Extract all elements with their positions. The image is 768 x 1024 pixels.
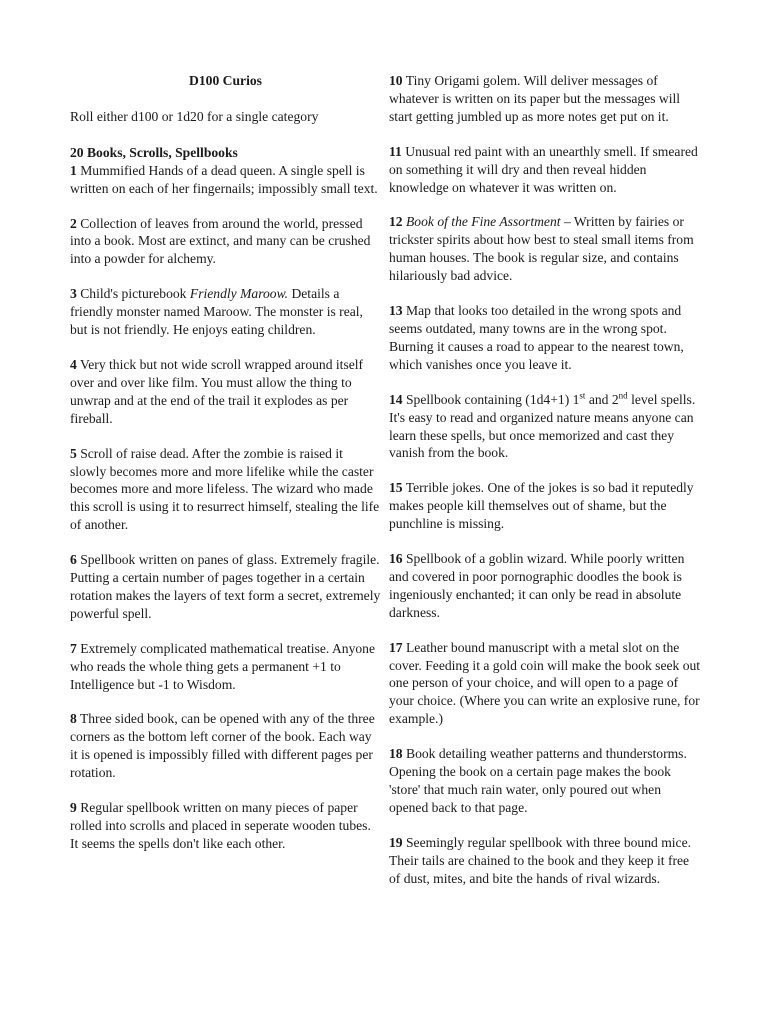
entry-number: 10 (389, 73, 403, 88)
entry-4 (70, 356, 381, 428)
entry-text: Spellbook containing (1d4+1) 1 (406, 391, 580, 407)
entry-9 (70, 799, 381, 853)
document-title: D100 Curios (189, 73, 262, 88)
entry-text: Mummified Hands of a dead queen. A single spell is written on each of her fingernails; impossibly small text. (70, 162, 378, 196)
entry-text: Extremely complicated mathematical treatise. Anyone who reads the whole thing gets a permanent +1 to Intelligence but -1 to Wisdom. (70, 640, 375, 692)
document-subtitle: Roll either d100 or 1d20 for a single category (70, 108, 319, 124)
entry-number: 6 (70, 552, 77, 568)
right-column (389, 72, 701, 905)
entry-8 (70, 710, 381, 782)
entry-number: 7 (70, 640, 77, 656)
entry-2 (70, 215, 381, 269)
entry-14 (389, 391, 701, 463)
entry-text: Seemingly regular spellbook with three bound mice. Their tails are chained to the book and they keep it free of dust, mites, and bite the hands of rival wizards. (389, 834, 692, 886)
entry-number: 18 (389, 746, 403, 762)
entry-text: Scroll of raise dead. After the zombie is raised it slowly becomes more and more lifelike while the caster becomes more and more lifeless. The wizard who made this scroll is using it to resurrect himself, stealing the life of another. (70, 445, 380, 533)
entry-number: 9 (70, 800, 77, 816)
entry-1 (70, 162, 381, 198)
entry-text-continued: Details a friendly monster named Maroow. The monster is real, but is not friendly. He enjoys eating children. (70, 286, 363, 338)
entry-text: Three sided book, can be opened with any of the three corners as the bottom left corner of the book. Each way it is opened is impossibly filled with different pages per rotation. (70, 711, 375, 781)
entry-18 (389, 745, 701, 817)
entry-7 (70, 640, 381, 694)
entry-6 (70, 551, 381, 623)
entry-number: 8 (70, 711, 77, 727)
entry-13 (389, 302, 701, 374)
entry-15 (389, 479, 701, 533)
entry-number: 5 (70, 445, 77, 461)
ordinal-superscript: st (579, 390, 586, 401)
entry-text: Leather bound manuscript with a metal slot on the cover. Feeding it a gold coin will make the book seek out one person of your choice, and will open to a page of your choice. (Where you can write an explosive rune, for example.) (389, 639, 701, 727)
entry-number: 13 (389, 303, 403, 319)
entry-11 (389, 143, 701, 197)
entry-number: 12 (389, 214, 403, 230)
category-heading: 20 Books, Scrolls, Spellbooks (70, 144, 238, 160)
entry-text: Very thick but not wide scroll wrapped around itself over and over like film. You must allow the thing to unwrap and at the end of the trail it explodes as per fireball. (70, 356, 364, 426)
entry-text: Regular spellbook written on many pieces of paper rolled into scrolls and placed in seperate wooden tubes. It seems the spells don't like each other. (70, 800, 371, 851)
entry-text-continued: and 2 (585, 391, 619, 407)
entry-19 (389, 834, 701, 888)
ordinal-superscript: nd (618, 390, 628, 401)
entry-text: Unusual red paint with an unearthly smell. If smeared on something it will dry and then reveal hidden knowledge on whatever it was written on. (389, 143, 698, 195)
entry-text: Map that looks too detailed in the wrong spots and seems outdated, many towns are in the wrong spot. Burning it causes a road to appear to the nearest town, which vanishes once you leave it. (389, 303, 684, 372)
entry-number: 2 (70, 215, 77, 231)
entry-number: 17 (389, 639, 403, 655)
left-column (70, 72, 381, 870)
entry-text: Collection of leaves from around the world, pressed into a book. Most are extinct, and many can be crushed into a powder for alchemy. (70, 215, 371, 267)
entry-16 (389, 550, 701, 622)
entry-text: Tiny Origami golem. Will deliver messages of whatever is written on its paper but the messages will start getting jumbled up as more notes get put on it. (389, 73, 681, 124)
entry-number: 3 (70, 286, 77, 302)
entry-10 (389, 72, 701, 126)
entry-number: 4 (70, 356, 77, 372)
book-title-italic: Friendly Maroow. (189, 286, 289, 302)
entry-number: 15 (389, 480, 403, 496)
entry-17 (389, 639, 701, 729)
entry-12 (389, 213, 701, 285)
entry-text: Child's picturebook (80, 286, 190, 302)
entry-number: 11 (389, 143, 402, 159)
entry-3 (70, 285, 381, 339)
entry-number: 16 (389, 551, 403, 567)
entry-5 (70, 445, 381, 535)
entry-text: Spellbook written on panes of glass. Extremely fragile. Putting a certain number of pages together in a certain rotation makes the layers of text form a secret, extremely powerful spell. (70, 552, 381, 621)
entry-text: Terrible jokes. One of the jokes is so bad it reputedly makes people kill themselves out of shame, but the punchline is missing. (389, 480, 694, 532)
entry-number: 1 (70, 162, 77, 178)
entry-number: 14 (389, 391, 403, 407)
entry-text-continued: – Written by fairies or trickster spirits about how best to steal small items from human houses. The book is regular size, and contains hilariously bad advice. (389, 214, 694, 284)
book-title-italic: Book of the Fine Assortment (406, 214, 561, 230)
entry-text: Book detailing weather patterns and thunderstorms. Opening the book on a certain page makes the book 'store' that much rain water, only poured out when opened back to that page. (389, 746, 687, 815)
entry-text-continued: level spells. It's easy to read and organized nature means anyone can learn these spells, but once memorized and cast they vanish from the book. (389, 391, 696, 461)
entry-number: 19 (389, 834, 403, 850)
entry-text: Spellbook of a goblin wizard. While poorly written and covered in poor pornographic doodles the book is ingeniously enchanted; it can only be read in absolute darkness. (389, 551, 685, 620)
